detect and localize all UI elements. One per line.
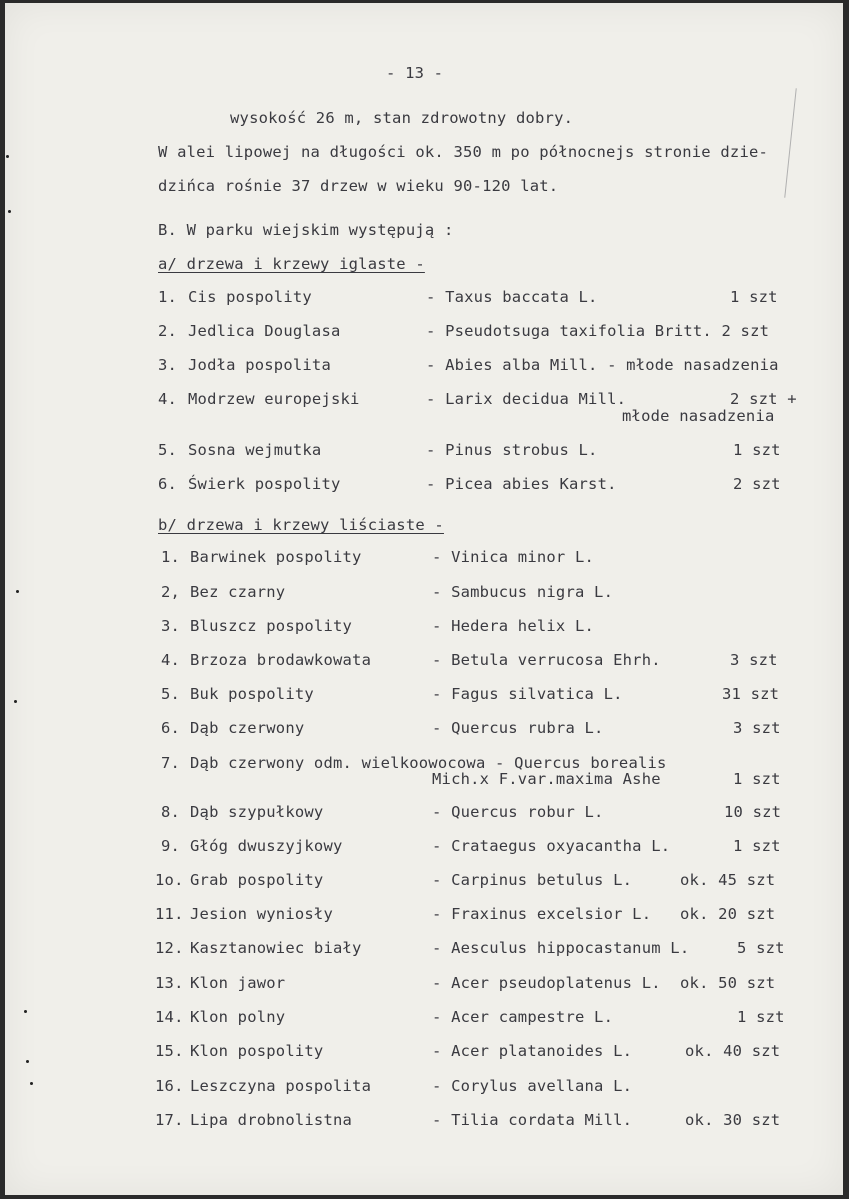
punch-dot bbox=[30, 1082, 33, 1085]
punch-dot bbox=[16, 590, 19, 593]
item-number: 16. bbox=[155, 1077, 184, 1095]
item-note: młode nasadzenia bbox=[622, 407, 775, 425]
item-latin: - Taxus baccata L. bbox=[426, 288, 598, 306]
item-name: Kasztanowiec biały bbox=[190, 939, 362, 957]
item-number: 1. bbox=[158, 288, 178, 306]
item-latin: - Quercus rubra L. bbox=[432, 719, 604, 737]
item-number: 4. bbox=[161, 651, 181, 669]
item-latin: - Larix decidua Mill. bbox=[426, 390, 627, 408]
item-number: 6. bbox=[158, 475, 178, 493]
item-number: 9. bbox=[161, 837, 181, 855]
conifers-heading: a/ drzewa i krzewy iglaste - bbox=[158, 255, 425, 273]
item-latin: - Betula verrucosa Ehrh. bbox=[432, 651, 661, 669]
item-number: 12. bbox=[155, 939, 184, 957]
punch-dot bbox=[26, 1060, 29, 1063]
item-number: 11. bbox=[155, 905, 184, 923]
item-name: Świerk pospolity bbox=[188, 475, 341, 493]
item-latin: - Abies alba Mill. - młode nasadzenia bbox=[426, 356, 779, 374]
item-name: Klon jawor bbox=[190, 974, 286, 992]
intro-line: wysokość 26 m, stan zdrowotny dobry. bbox=[230, 109, 574, 127]
item-latin: - Picea abies Karst. bbox=[426, 475, 617, 493]
item-name: Bez czarny bbox=[190, 583, 286, 601]
item-name: Barwinek pospolity bbox=[190, 548, 362, 566]
intro-line: dzińca rośnie 37 drzew w wieku 90-120 lat. bbox=[158, 177, 559, 195]
punch-dot bbox=[24, 1010, 27, 1013]
item-number: 1. bbox=[161, 548, 181, 566]
item-quantity: ok. 50 szt bbox=[680, 974, 776, 992]
item-quantity: ok. 20 szt bbox=[680, 905, 776, 923]
item-quantity: 2 szt bbox=[733, 475, 781, 493]
item-latin: - Fagus silvatica L. bbox=[432, 685, 623, 703]
item-number: 1o. bbox=[155, 871, 184, 889]
item-name: Grab pospolity bbox=[190, 871, 324, 889]
item-quantity: ok. 45 szt bbox=[680, 871, 776, 889]
item-latin: - Carpinus betulus L. bbox=[432, 871, 633, 889]
item-quantity: 3 szt bbox=[730, 651, 778, 669]
item-name: Cis pospolity bbox=[188, 288, 312, 306]
item-quantity: ok. 30 szt bbox=[685, 1111, 781, 1129]
item-name: Lipa drobnolistna bbox=[190, 1111, 353, 1129]
punch-dot bbox=[8, 210, 11, 213]
item-name: Jedlica Douglasa bbox=[188, 322, 341, 340]
item-quantity: ok. 40 szt bbox=[685, 1042, 781, 1060]
item-latin: - Pseudotsuga taxifolia Britt. 2 szt bbox=[426, 322, 770, 340]
section-heading: B. W parku wiejskim występują : bbox=[158, 221, 454, 239]
item-number: 6. bbox=[161, 719, 181, 737]
item-latin: - Acer campestre L. bbox=[432, 1008, 614, 1026]
item-name: Dąb czerwony bbox=[190, 719, 305, 737]
item-quantity: 1 szt bbox=[730, 288, 778, 306]
item-number: 2. bbox=[158, 322, 178, 340]
item-latin: - Crataegus oxyacantha L. bbox=[432, 837, 671, 855]
intro-line: W alei lipowej na długości ok. 350 m po północnejs stronie dzie- bbox=[158, 143, 769, 161]
item-number: 5. bbox=[158, 441, 178, 459]
item-quantity: 1 szt bbox=[737, 1008, 785, 1026]
item-number: 17. bbox=[155, 1111, 184, 1129]
item-latin: - Sambucus nigra L. bbox=[432, 583, 614, 601]
item-latin: - Vinica minor L. bbox=[432, 548, 595, 566]
item-latin: - Acer pseudoplatenus L. bbox=[432, 974, 661, 992]
item-quantity: 10 szt bbox=[724, 803, 782, 821]
item-name: Dąb czerwony odm. wielkoowocowa - Quercus borealis bbox=[190, 754, 667, 772]
item-quantity: 3 szt bbox=[733, 719, 781, 737]
item-name: Głóg dwuszyjkowy bbox=[190, 837, 343, 855]
punch-dot bbox=[6, 155, 9, 158]
item-latin: - Acer platanoides L. bbox=[432, 1042, 633, 1060]
item-number: 8. bbox=[161, 803, 181, 821]
item-name: Dąb szypułkowy bbox=[190, 803, 324, 821]
item-number: 2, bbox=[161, 583, 181, 601]
item-name: Buk pospolity bbox=[190, 685, 314, 703]
item-name: Jodła pospolita bbox=[188, 356, 331, 374]
item-number: 14. bbox=[155, 1008, 184, 1026]
item-name: Klon polny bbox=[190, 1008, 286, 1026]
item-number: 7. bbox=[161, 754, 181, 772]
item-name: Sosna wejmutka bbox=[188, 441, 322, 459]
item-latin: - Hedera helix L. bbox=[432, 617, 595, 635]
item-quantity: 1 szt bbox=[733, 837, 781, 855]
page-number: - 13 - bbox=[386, 64, 444, 82]
item-name: Leszczyna pospolita bbox=[190, 1077, 372, 1095]
item-latin: - Quercus robur L. bbox=[432, 803, 604, 821]
item-quantity: 5 szt bbox=[737, 939, 785, 957]
item-quantity: 1 szt bbox=[733, 770, 781, 788]
item-number: 3. bbox=[158, 356, 178, 374]
item-latin: - Aesculus hippocastanum L. bbox=[432, 939, 690, 957]
item-quantity: 2 szt + bbox=[730, 390, 797, 408]
item-number: 15. bbox=[155, 1042, 184, 1060]
item-number: 13. bbox=[155, 974, 184, 992]
item-latin: Mich.x F.var.maxima Ashe bbox=[432, 770, 661, 788]
item-latin: - Tilia cordata Mill. bbox=[432, 1111, 633, 1129]
item-name: Bluszcz pospolity bbox=[190, 617, 353, 635]
deciduous-heading: b/ drzewa i krzewy liściaste - bbox=[158, 516, 444, 534]
item-quantity: 31 szt bbox=[722, 685, 780, 703]
item-latin: - Pinus strobus L. bbox=[426, 441, 598, 459]
item-name: Modrzew europejski bbox=[188, 390, 360, 408]
item-number: 5. bbox=[161, 685, 181, 703]
item-name: Klon pospolity bbox=[190, 1042, 324, 1060]
item-number: 4. bbox=[158, 390, 178, 408]
pencil-mark bbox=[784, 88, 796, 198]
item-quantity: 1 szt bbox=[733, 441, 781, 459]
item-latin: - Corylus avellana L. bbox=[432, 1077, 633, 1095]
item-name: Jesion wyniosły bbox=[190, 905, 333, 923]
item-number: 3. bbox=[161, 617, 181, 635]
item-name: Brzoza brodawkowata bbox=[190, 651, 372, 669]
item-latin: - Fraxinus excelsior L. bbox=[432, 905, 652, 923]
punch-dot bbox=[14, 700, 17, 703]
